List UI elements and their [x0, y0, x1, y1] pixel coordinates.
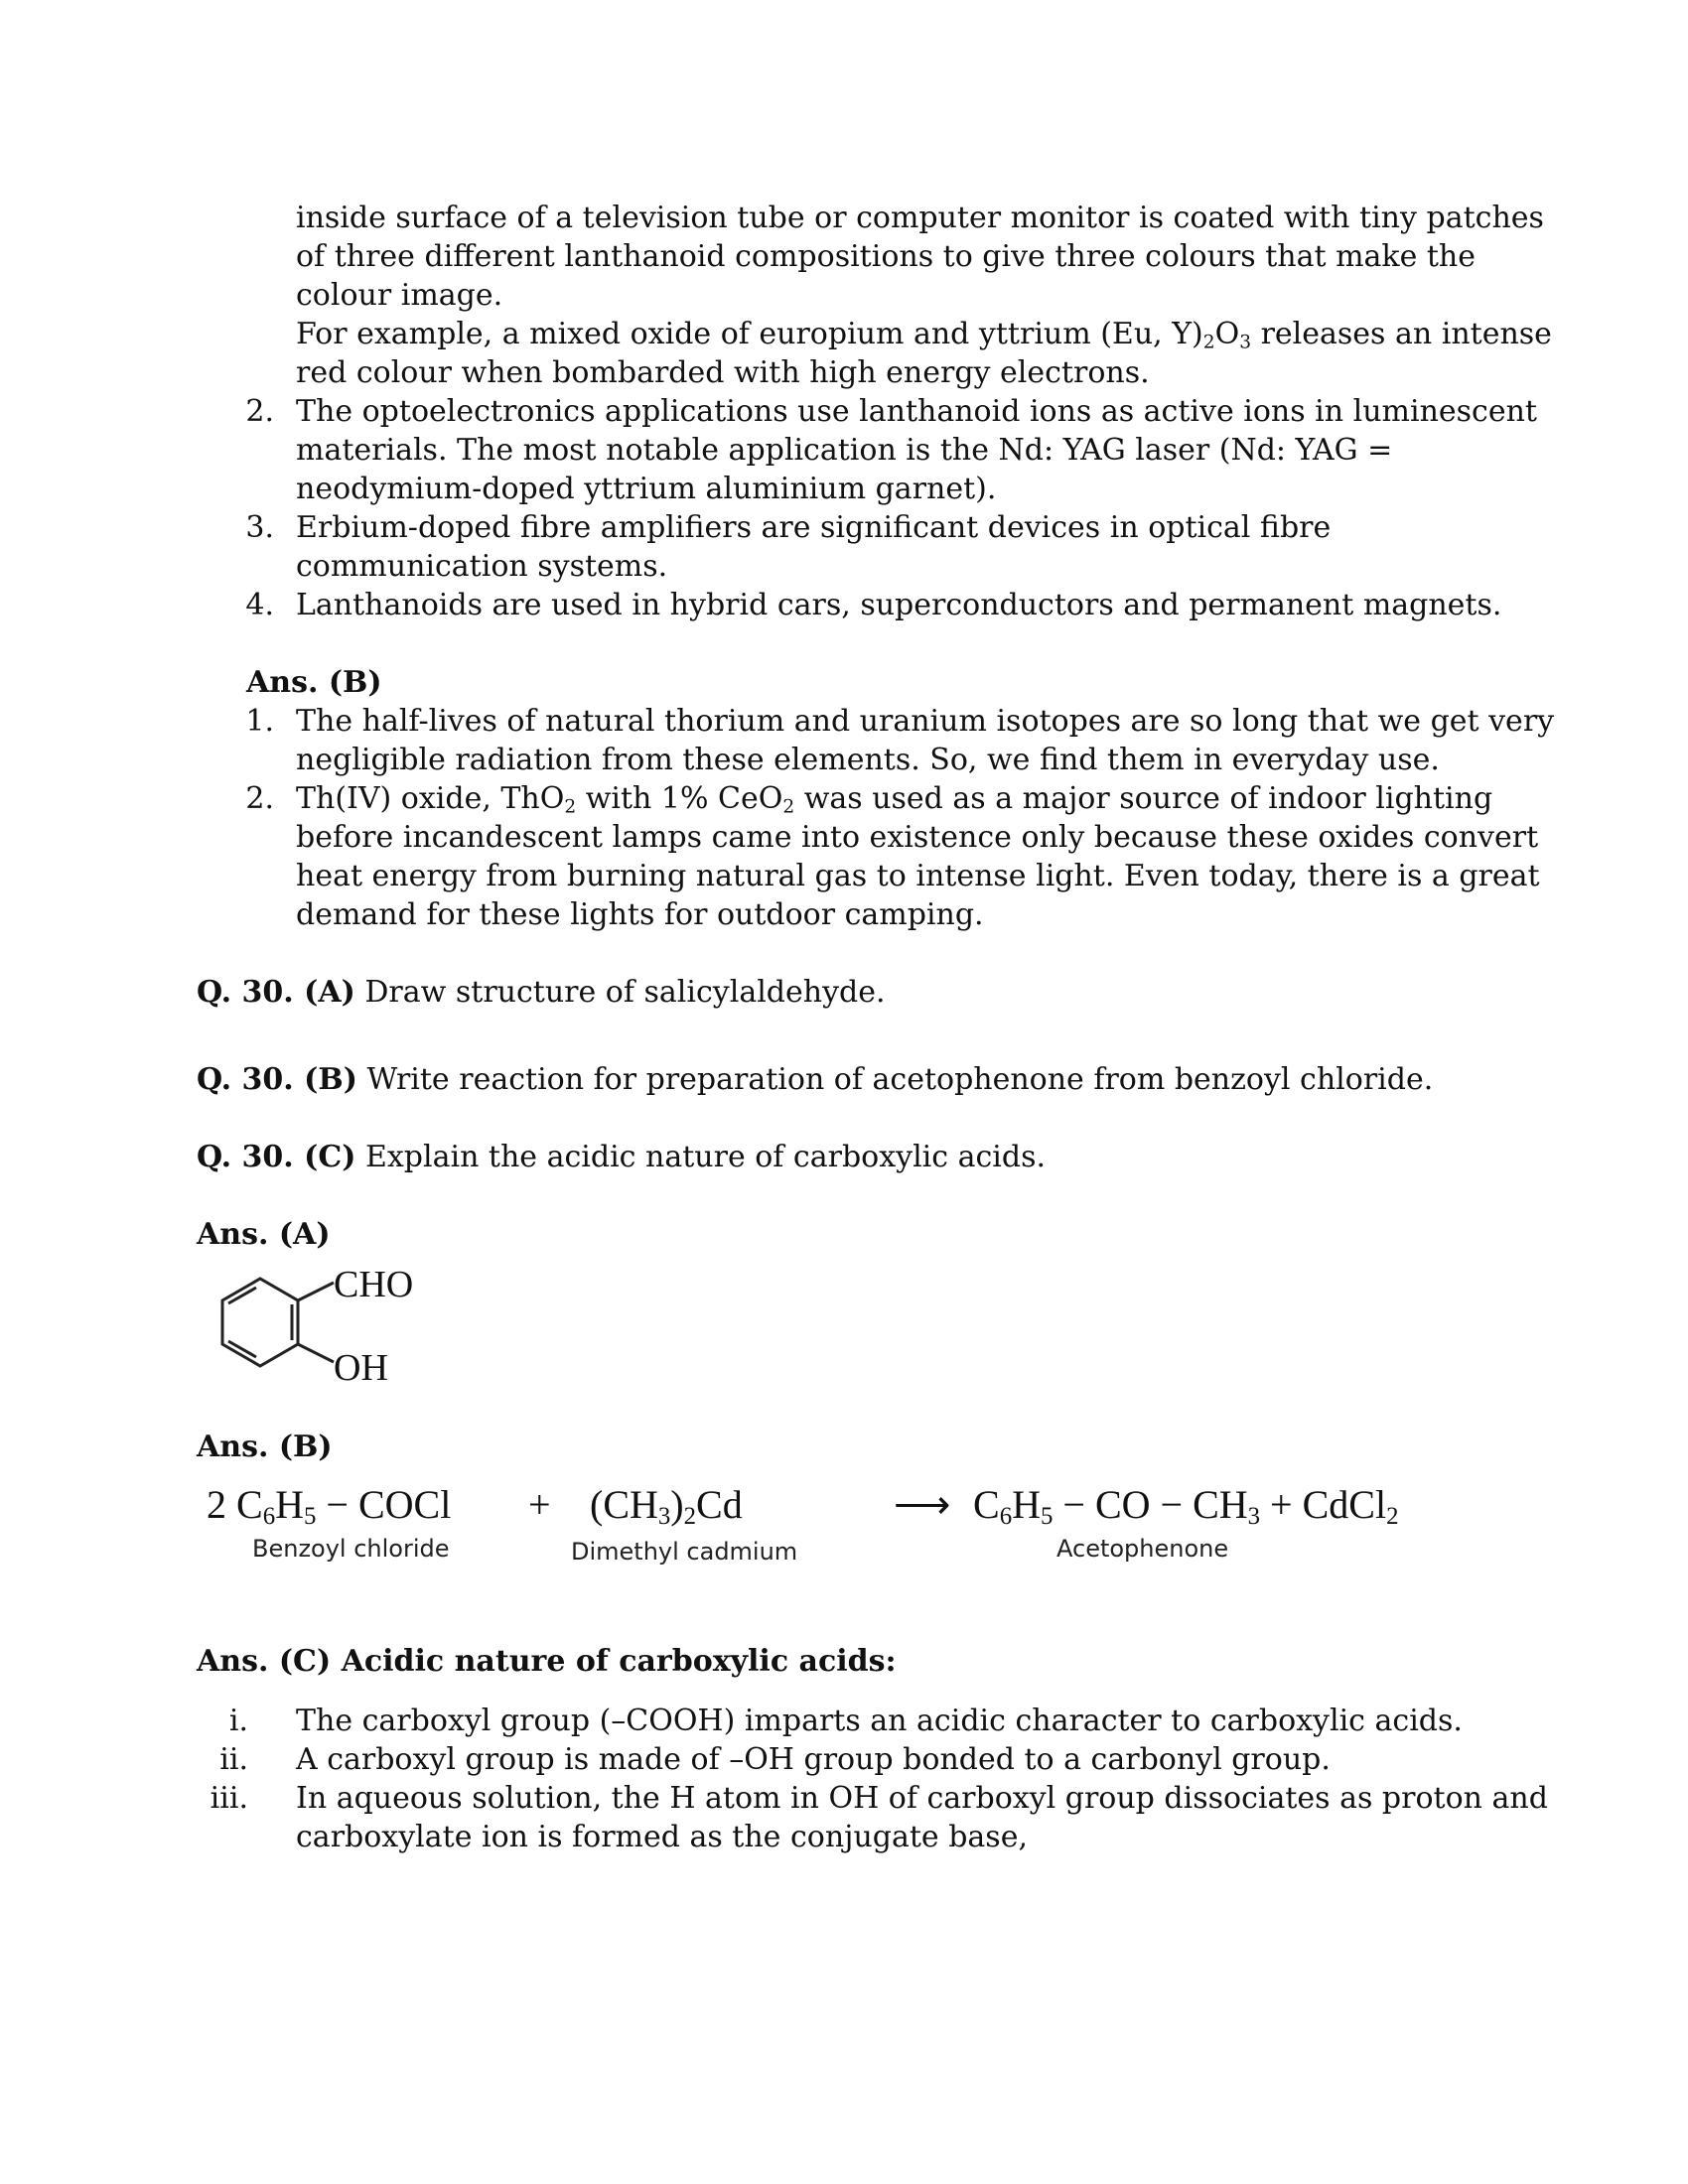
list-number: 4.: [245, 588, 274, 622]
list-item-line: The half-lives of natural thorium and uranium isotopes are so long that we get very: [296, 704, 1555, 739]
list-item-line: before incandescent lamps came into existence only because these oxides convert: [296, 820, 1539, 855]
salicylaldehyde-structure: [199, 1261, 437, 1400]
list-item-line: [296, 779, 1492, 818]
list-number: iii.: [210, 1781, 248, 1816]
list-item-line: negligible radiation from these elements. So, we find them in everyday use.: [296, 743, 1440, 777]
answer-heading: Ans. (B): [197, 1430, 333, 1464]
example-line: [296, 315, 1552, 353]
question-30a: Q. 30. (A) Draw structure of salicylaldehyde.: [197, 975, 886, 1010]
list-item-line: Erbium-doped fibre amplifiers are significant devices in optical fibre: [296, 510, 1332, 545]
caption-acetophenone: Acetophenone: [1056, 1535, 1229, 1563]
reactant-benzoyl-chloride: 2 $C_6H_5$ − COCl: [207, 1482, 452, 1531]
list-item-line: In aqueous solution, the H atom in OH of carboxyl group dissociates as proton and: [296, 1781, 1548, 1816]
paragraph-line: colour image.: [296, 278, 503, 313]
bond-oh: [298, 1344, 334, 1362]
oh-label: OH: [334, 1347, 388, 1389]
answer-heading: Ans. (A): [197, 1217, 331, 1252]
list-number: 1.: [245, 704, 274, 739]
text-span: For example, a mixed oxide of europium and yttrium (Eu, Y): [296, 317, 1203, 351]
list-item-line: neodymium-doped yttrium aluminium garnet).: [296, 472, 997, 506]
products: $C_6H_5$ − CO − $CH_3$ + CdCl$_2$: [973, 1482, 1399, 1531]
bond-cho: [298, 1283, 334, 1300]
list-item-line: heat energy from burning natural gas to intense light. Even today, there is a great: [296, 859, 1540, 893]
subscript: 2: [782, 796, 795, 818]
list-item-line: Lanthanoids are used in hybrid cars, superconductors and permanent magnets.: [296, 588, 1502, 622]
caption-dimethyl-cadmium: Dimethyl cadmium: [571, 1538, 798, 1566]
caption-benzoyl-chloride: Benzoyl chloride: [252, 1535, 450, 1563]
list-item-line: demand for these lights for outdoor camping.: [296, 897, 984, 932]
list-item-line: A carboxyl group is made of –OH group bonded to a carbonyl group.: [296, 1742, 1331, 1777]
paragraph-line: inside surface of a television tube or computer monitor is coated with tiny patches: [296, 201, 1544, 235]
reaction-arrow: ⟶: [894, 1482, 951, 1527]
list-item-line: materials. The most notable application is the Nd: YAG laser (Nd: YAG =: [296, 433, 1393, 468]
question-30c: Q. 30. (C) Explain the acidic nature of carboxylic acids.: [197, 1140, 1047, 1174]
plus-sign: +: [528, 1482, 551, 1527]
list-item-line: The carboxyl group (–COOH) imparts an acidic character to carboxylic acids.: [296, 1704, 1463, 1738]
text-span: with 1% CeO: [576, 781, 783, 816]
question-30b: Q. 30. (B) Write reaction for preparation of acetophenone from benzoyl chloride.: [197, 1062, 1434, 1097]
answer-heading: Ans. (B): [246, 665, 382, 700]
paragraph-line: of three different lanthanoid compositions to give three colours that make the: [296, 239, 1477, 274]
text-span: releases an intense: [1251, 317, 1552, 351]
list-number: 2.: [245, 394, 274, 429]
cho-label: CHO: [334, 1264, 414, 1305]
benzene-ring: [222, 1279, 334, 1366]
list-number: i.: [228, 1704, 248, 1738]
text-span: was used as a major source of indoor lighting: [794, 781, 1493, 816]
list-number: 2.: [245, 781, 274, 816]
list-number: 3.: [245, 510, 274, 545]
subscript: 2: [564, 796, 577, 818]
text-span: O: [1214, 317, 1240, 351]
list-item-line: communication systems.: [296, 549, 668, 584]
reactant-dimethyl-cadmium: $(CH_3)_2Cd$: [590, 1482, 743, 1531]
list-number: ii.: [219, 1742, 248, 1777]
answer-heading: Ans. (C) Acidic nature of carboxylic acids:: [197, 1644, 897, 1679]
subscript: 2: [1202, 332, 1215, 353]
list-item-line: The optoelectronics applications use lanthanoid ions as active ions in luminescent: [296, 394, 1537, 429]
subscript: 3: [1239, 332, 1252, 353]
list-item-line: carboxylate ion is formed as the conjugate base,: [296, 1820, 1028, 1854]
paragraph-line: red colour when bombarded with high energy electrons.: [296, 355, 1150, 390]
text-span: Th(IV) oxide, ThO: [296, 781, 565, 816]
